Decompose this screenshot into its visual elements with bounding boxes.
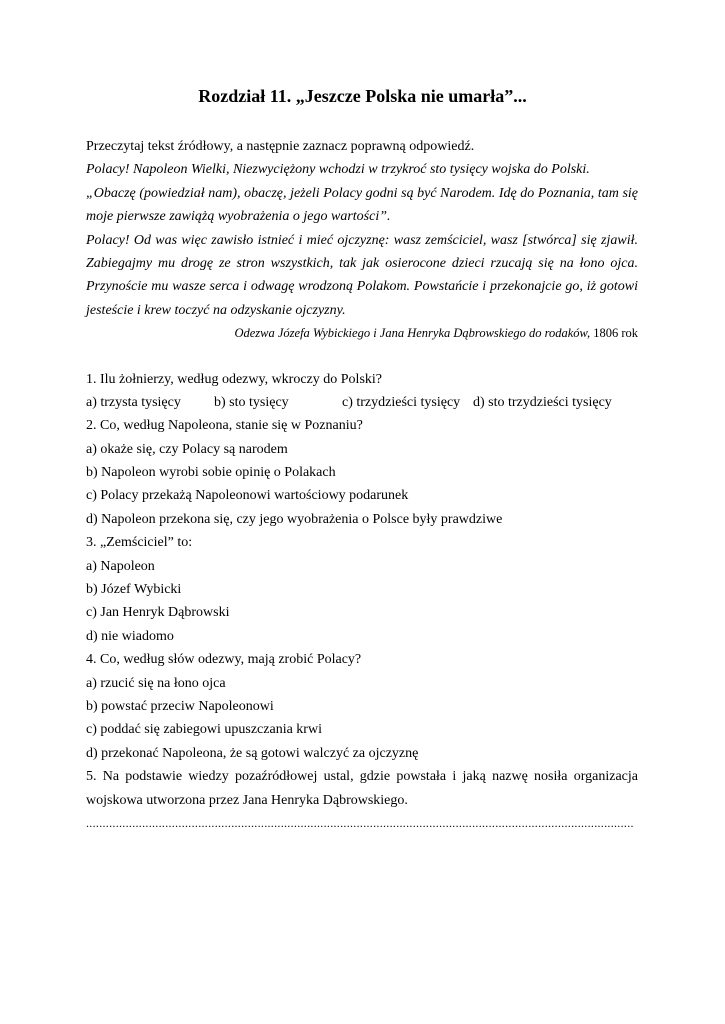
question-text: 3. „Zemściciel” to:: [86, 535, 193, 551]
source-text: [86, 158, 638, 345]
source-line: Polacy! Od was więc zawisło istnieć i mieć ojczyznę: wasz zemściciel, wasz [stwórca] się zjawił.: [86, 232, 638, 248]
answer-option[interactable]: b) sto tysięcy: [214, 394, 289, 410]
question-text: 4. Co, według słów odezwy, mają zrobić Polacy?: [86, 652, 362, 668]
answer-option[interactable]: d) sto trzydzieści tysięcy: [473, 394, 612, 410]
answer-option[interactable]: c) poddać się zabiegowi upuszczania krwi: [86, 722, 322, 738]
source-line: Zabiegajmy mu drogę ze stron wszystkich, tak jak osierocone dzieci rzucają się na łono ojca.: [86, 255, 638, 271]
question-1: [86, 368, 638, 415]
source-line: jesteście i krew toczyć na odzyskanie ojczyzny.: [86, 302, 346, 318]
question-text: 5. Na podstawie wiedzy pozaźródłowej ustal, gdzie powstała i jaką nazwę nosiła organizacja: [86, 769, 638, 785]
answer-option[interactable]: b) powstać przeciw Napoleonowi: [86, 698, 274, 714]
question-text: 2. Co, według Napoleona, stanie się w Poznaniu?: [86, 418, 363, 434]
answer-option[interactable]: b) Napoleon wyrobi sobie opinię o Polakach: [86, 465, 336, 481]
page-title: Rozdział 11. „Jeszcze Polska nie umarła”...: [198, 86, 527, 106]
instruction: Przeczytaj tekst źródłowy, a następnie zaznacz poprawną odpowiedź.: [86, 139, 475, 154]
source-line: Polacy! Napoleon Wielki, Niezwyciężony wchodzi w trzykroć sto tysięcy wojska do Polski.: [86, 162, 590, 178]
source-line: „Obaczę (powiedział nam), obaczę, jeżeli Polacy godni są być Narodem. Idę do Poznania, tam się: [86, 185, 638, 201]
answer-option[interactable]: d) Napoleon przekona się, czy jego wyobrażenia o Polsce były prawdziwe: [86, 511, 503, 527]
source-attribution: [86, 322, 638, 345]
answer-option[interactable]: a) rzucić się na łono ojca: [86, 675, 226, 691]
answer-option[interactable]: a) okaże się, czy Polacy są narodem: [86, 441, 288, 457]
source-line: Przynoście mu wasze serca i odwagę wrodzoną Polakom. Powstańcie i przekonajcie go, iż gotowi: [86, 279, 638, 295]
question-text: 1. Ilu żołnierzy, według odezwy, wkroczy do Polski?: [86, 371, 382, 387]
answer-option[interactable]: c) trzydzieści tysięcy: [342, 394, 461, 410]
attribution-text: Odezwa Józefa Wybickiego i Jana Henryka Dąbrowskiego do rodaków,: [234, 326, 591, 341]
answer-option[interactable]: c) Polacy przekażą Napoleonowi wartościowy podarunek: [86, 488, 409, 504]
answer-option[interactable]: a) Napoleon: [86, 558, 155, 574]
source-line: moje pierwsze zawiążą wyobrażenia o jego wartości”.: [86, 209, 391, 225]
answer-option[interactable]: c) Jan Henryk Dąbrowski: [86, 605, 230, 621]
spacer: [86, 346, 638, 368]
worksheet-content: [86, 135, 638, 834]
question-text: wojskowa utworzona przez Jana Henryka Dąbrowskiego.: [86, 792, 408, 808]
question-2: [86, 414, 638, 531]
question-3: [86, 531, 638, 648]
answer-line[interactable]: ......................................................................................................................................................................: [86, 815, 634, 830]
answer-option[interactable]: d) nie wiadomo: [86, 628, 174, 644]
question-5: [86, 765, 638, 834]
question-4: [86, 648, 638, 765]
answer-row: [86, 391, 638, 414]
answer-option[interactable]: b) Józef Wybicki: [86, 582, 182, 598]
answer-option[interactable]: a) trzysta tysięcy: [86, 394, 181, 410]
answer-option[interactable]: d) przekonać Napoleona, że są gotowi walczyć za ojczyznę: [86, 745, 419, 761]
attribution-year: 1806 rok: [593, 326, 638, 341]
